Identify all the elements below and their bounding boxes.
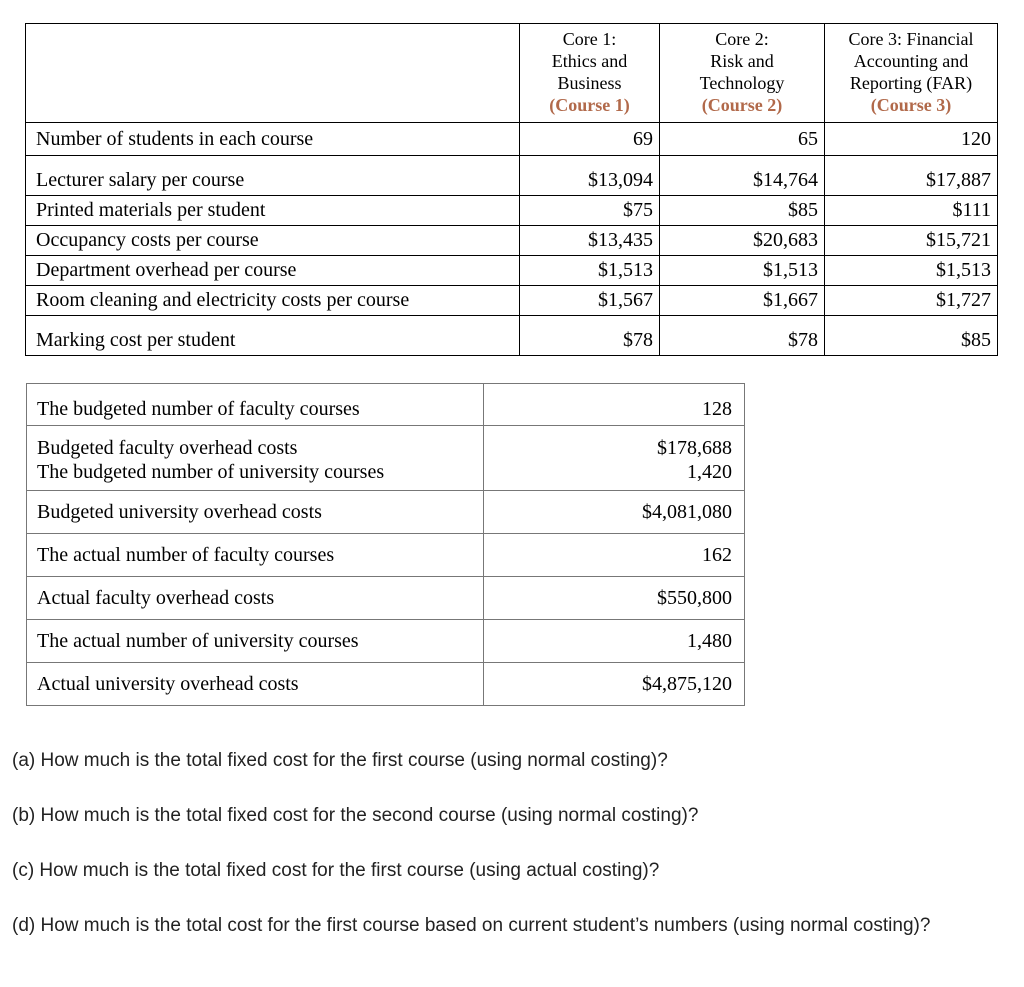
header-course-2	[660, 24, 825, 123]
cost-table-header-row	[26, 24, 998, 123]
budget-row-university-overhead	[27, 491, 745, 534]
spacer-cell	[660, 156, 825, 167]
budget-row-label: The actual number of university courses	[27, 620, 484, 663]
header-course-3	[825, 24, 998, 123]
budget-row-label: Actual faculty overhead costs	[27, 577, 484, 620]
budget-row-value: $178,688	[484, 426, 745, 461]
budget-row-label: The budgeted number of faculty courses	[27, 384, 484, 426]
cost-cell-course-3: $15,721	[825, 226, 998, 256]
budget-row-label: Actual university overhead costs	[27, 663, 484, 706]
budget-row-value: 128	[484, 384, 745, 426]
cost-cell-course-3: $1,727	[825, 286, 998, 316]
cost-row-label: Occupancy costs per course	[26, 226, 520, 256]
cost-row-room-cleaning	[26, 286, 998, 316]
header-course-2-line3: Technology	[699, 73, 785, 93]
cost-cell-course-1: $13,094	[520, 166, 660, 196]
cost-cell-course-2: $20,683	[660, 226, 825, 256]
budget-row-value: 162	[484, 534, 745, 577]
cost-cell-course-1: $78	[520, 326, 660, 356]
cost-cell-course-2: $14,764	[660, 166, 825, 196]
header-course-1	[520, 24, 660, 123]
spacer-cell	[520, 156, 660, 167]
spacer-cell	[520, 316, 660, 327]
question-c: (c) How much is the total fixed cost for the first course (using actual costing)?	[12, 860, 660, 881]
cost-row-label: Department overhead per course	[26, 256, 520, 286]
cost-cell-course-2: $78	[660, 326, 825, 356]
header-course-1-line2: Ethics and	[551, 51, 628, 71]
question-d: (d) How much is the total cost for the first course based on current student’s numbers (using normal costing)?	[12, 915, 931, 936]
cost-cell-course-3: $85	[825, 326, 998, 356]
cost-row-label: Number of students in each course	[26, 123, 520, 156]
budget-row-label: Budgeted faculty overhead costs	[27, 426, 484, 461]
cost-cell-course-1: $1,513	[520, 256, 660, 286]
cost-row-label: Marking cost per student	[26, 326, 520, 356]
cost-row-occupancy	[26, 226, 998, 256]
cost-cell-course-1: 69	[520, 123, 660, 156]
cost-row-department-overhead	[26, 256, 998, 286]
cost-spacer-row	[26, 316, 998, 327]
cost-spacer-row	[26, 156, 998, 167]
budget-row-value: 1,480	[484, 620, 745, 663]
header-course-1-line3: Business	[557, 73, 622, 93]
cost-row-printed-materials	[26, 196, 998, 226]
course-cost-table	[25, 23, 998, 356]
header-course-1-code: (Course 1)	[549, 95, 630, 115]
header-course-3-line2: Accounting and	[853, 51, 969, 71]
spacer-cell	[825, 316, 998, 327]
spacer-cell	[26, 316, 520, 327]
header-course-3-line1: Core 3: Financial	[848, 29, 974, 49]
header-course-3-code: (Course 3)	[870, 95, 952, 115]
spacer-cell	[825, 156, 998, 167]
header-course-3-line3: Reporting (FAR)	[849, 73, 973, 93]
cost-cell-course-1: $75	[520, 196, 660, 226]
spacer-cell	[26, 156, 520, 167]
header-course-2-line1: Core 2:	[715, 29, 769, 49]
cost-cell-course-2: $85	[660, 196, 825, 226]
question-a: (a) How much is the total fixed cost for the first course (using normal costing)?	[12, 750, 668, 771]
cost-cell-course-2: $1,667	[660, 286, 825, 316]
budget-row-value: $4,081,080	[484, 491, 745, 534]
budget-row-university-courses	[27, 460, 745, 491]
budget-row-faculty-overhead	[27, 426, 745, 461]
cost-row-lecturer-salary	[26, 166, 998, 196]
cost-row-label: Room cleaning and electricity costs per course	[26, 286, 520, 316]
spacer-cell	[660, 316, 825, 327]
cost-cell-course-3: $1,513	[825, 256, 998, 286]
actual-row-faculty-courses	[27, 534, 745, 577]
cost-row-students	[26, 123, 998, 156]
cost-cell-course-2: $1,513	[660, 256, 825, 286]
header-course-2-line2: Risk and	[710, 51, 774, 71]
cost-cell-course-3: $17,887	[825, 166, 998, 196]
question-b: (b) How much is the total fixed cost for the second course (using normal costing)?	[12, 805, 699, 826]
actual-row-university-courses	[27, 620, 745, 663]
cost-cell-course-1: $13,435	[520, 226, 660, 256]
cost-cell-course-3: 120	[825, 123, 998, 156]
actual-row-university-overhead	[27, 663, 745, 706]
cost-row-label: Printed materials per student	[26, 196, 520, 226]
cost-row-marking	[26, 326, 998, 356]
header-blank-cell	[26, 24, 520, 123]
cost-cell-course-1: $1,567	[520, 286, 660, 316]
budget-row-label: The actual number of faculty courses	[27, 534, 484, 577]
budget-row-value: $550,800	[484, 577, 745, 620]
header-course-1-line1: Core 1:	[562, 29, 617, 49]
budget-row-value: 1,420	[484, 460, 745, 491]
cost-row-label: Lecturer salary per course	[26, 166, 520, 196]
cost-cell-course-2: 65	[660, 123, 825, 156]
budget-row-value: $4,875,120	[484, 663, 745, 706]
overhead-budget-table	[26, 383, 745, 706]
header-course-2-code: (Course 2)	[701, 95, 783, 115]
budget-row-label: The budgeted number of university courses	[27, 460, 484, 491]
actual-row-faculty-overhead	[27, 577, 745, 620]
budget-row-faculty-courses	[27, 384, 745, 426]
cost-cell-course-3: $111	[825, 196, 998, 226]
budget-row-label: Budgeted university overhead costs	[27, 491, 484, 534]
